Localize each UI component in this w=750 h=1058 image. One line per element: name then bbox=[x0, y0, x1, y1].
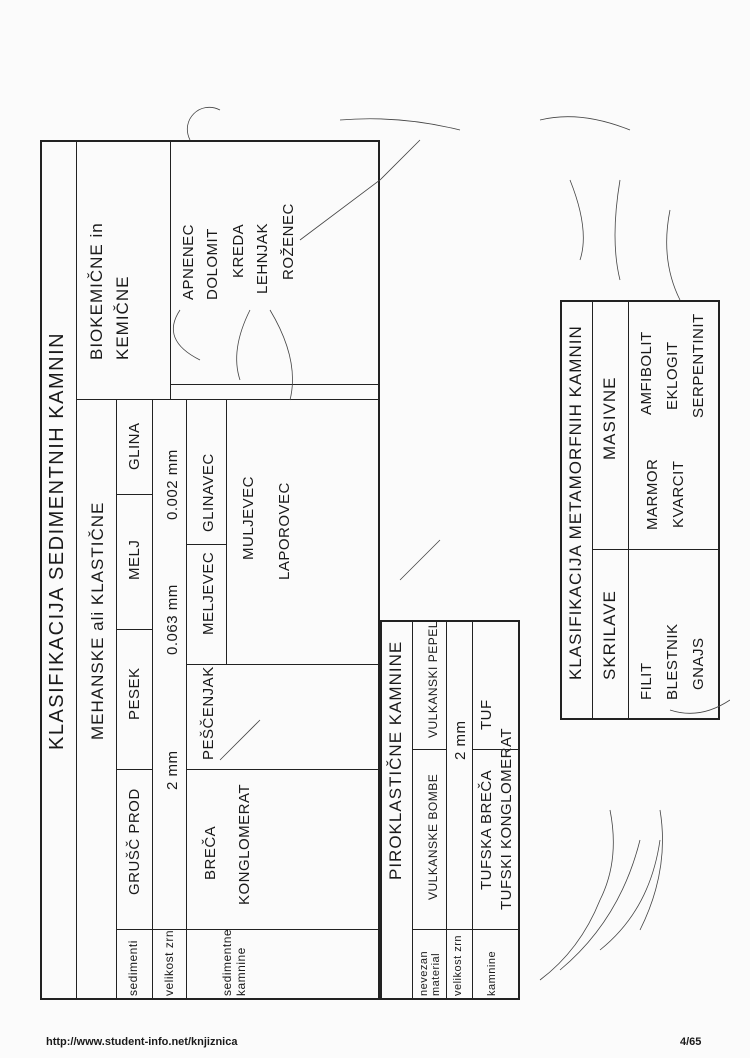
massive-header: MASIVNE bbox=[600, 376, 619, 460]
pyro-row-material: nevezan material bbox=[418, 950, 442, 996]
rock-conglomerate: KONGLOMERAT bbox=[236, 783, 253, 905]
pyro-row-grain: velikost zrn bbox=[452, 934, 464, 996]
rock-schist: BLESTNIK bbox=[664, 623, 681, 700]
rock-dolomite: DOLOMIT bbox=[204, 228, 221, 300]
rock-quartzite: KVARCIT bbox=[670, 460, 687, 528]
rock-claystone: GLINAVEC bbox=[200, 453, 217, 532]
rock-marlstone: LAPOROVEC bbox=[276, 482, 293, 580]
rock-chalk: KREDA bbox=[230, 223, 247, 278]
rock-gneiss: GNAJS bbox=[690, 637, 707, 690]
row-label-sediment: sedimenti bbox=[126, 940, 140, 996]
rock-chert: ROŽENEC bbox=[280, 203, 297, 280]
rock-phyllite: FILIT bbox=[638, 662, 655, 700]
row-label-rocks: sedimentne kamnine bbox=[220, 928, 248, 996]
rock-amphibolite: AMFIBOLIT bbox=[638, 331, 655, 415]
rock-serpentinite: SERPENTINIT bbox=[690, 313, 707, 418]
row-label-grain: velikost zrn bbox=[162, 929, 176, 996]
sediment-silt: MELJ bbox=[126, 539, 143, 580]
rock-marble: MARMOR bbox=[644, 458, 661, 530]
rotated-sheet bbox=[40, 100, 730, 1000]
limit-0002mm: 0.002 mm bbox=[164, 449, 181, 520]
footer-url[interactable]: http://www.student-info.net/knjiznica bbox=[46, 1036, 238, 1048]
rock-siltstone: MELJEVEC bbox=[200, 551, 217, 635]
mechanical-header: MEHANSKE ali KLASTIČNE bbox=[88, 501, 107, 740]
rock-sandstone: PEŠČENJAK bbox=[200, 666, 217, 760]
sediment-clay: GLINA bbox=[126, 422, 143, 470]
handwritten-annotations bbox=[40, 100, 730, 1000]
sediment-sand: PESEK bbox=[126, 667, 143, 720]
rock-breccia: BREČA bbox=[202, 825, 219, 880]
sediment-gravel: GRUŠČ PROD bbox=[126, 788, 143, 895]
metamorphic-title: KLASIFIKACIJA METAMORFNIH KAMNIN bbox=[566, 325, 585, 680]
rock-tufa: LEHNJAK bbox=[254, 222, 271, 294]
pyro-material-ash: VULKANSKI PEPEL bbox=[426, 621, 440, 738]
rock-tuff-conglomerate: TUFSKI KONGLOMERAT bbox=[498, 727, 515, 910]
rock-limestone: APNENEC bbox=[180, 223, 197, 300]
rock-eclogite: EKLOGIT bbox=[664, 341, 681, 410]
rock-mudstone: MULJEVEC bbox=[240, 475, 257, 560]
limit-0063mm: 0.063 mm bbox=[164, 584, 181, 655]
limit-2mm: 2 mm bbox=[164, 750, 181, 790]
pyroclastic-title: PIROKLASTIČNE KAMNINE bbox=[386, 640, 405, 880]
biochem-header: BIOKEMIČNE in KEMIČNE bbox=[87, 222, 132, 360]
rock-tuff: TUF bbox=[478, 699, 495, 730]
page-number: 4/65 bbox=[680, 1036, 702, 1048]
pyro-row-rocks: kamnine bbox=[486, 950, 498, 996]
rock-tuff-breccia: TUFSKA BREČA bbox=[478, 769, 495, 890]
sedimentary-title: KLASIFIKACIJA SEDIMENTNIH KAMNIN bbox=[46, 331, 68, 750]
pyro-limit-2mm: 2 mm bbox=[452, 720, 469, 760]
foliated-header: SKRILAVE bbox=[600, 590, 619, 680]
pyro-material-bombs: VULKANSKE BOMBE bbox=[426, 773, 440, 900]
